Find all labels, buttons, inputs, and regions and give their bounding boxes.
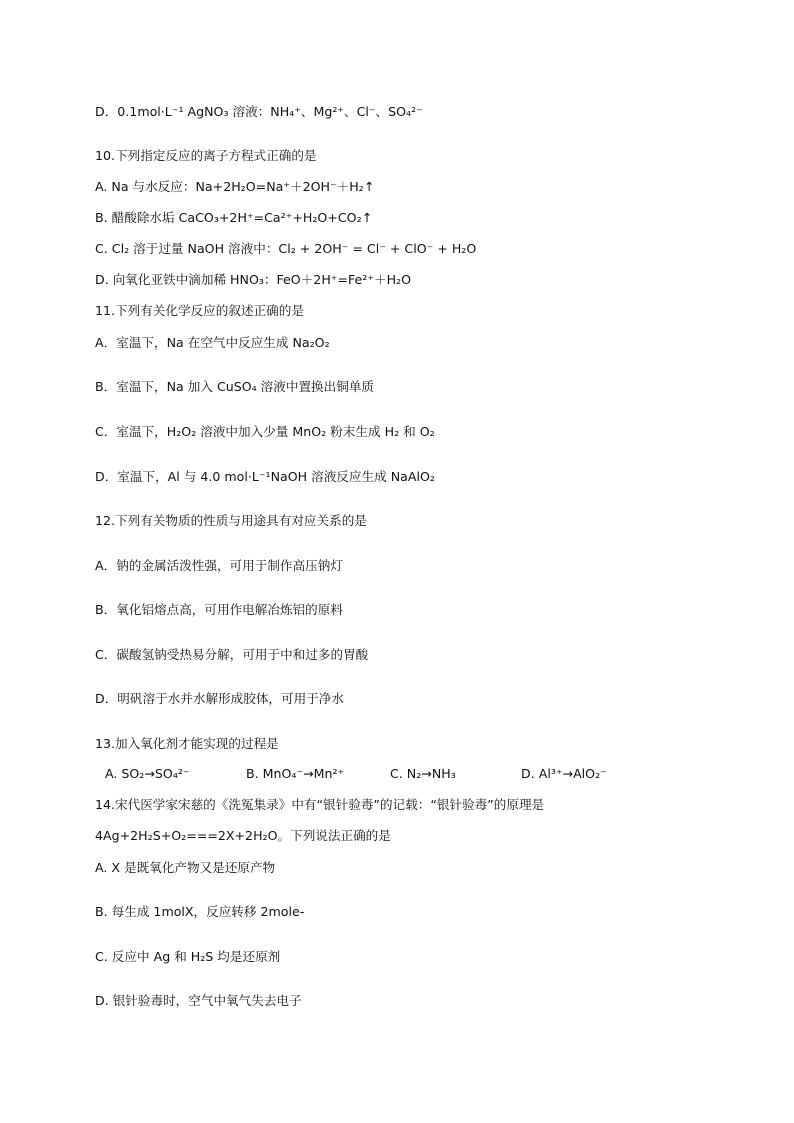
question-12-option-b: B．氧化铝熔点高，可用作电解冶炼铝的原料 [95,602,343,617]
question-14-option-b: B. 每生成 1molX，反应转移 2mole- [95,904,305,919]
question-12-stem: 12.下列有关物质的性质与用途具有对应关系的是 [95,513,367,528]
question-10-stem: 10.下列指定反应的离子方程式正确的是 [95,148,317,163]
question-11-option-d: D．室温下，Al 与 4.0 mol·L⁻¹NaOH 溶液反应生成 NaAlO₂ [95,469,435,484]
question-10-option-a: A. Na 与水反应：Na+2H₂O=Na⁺＋2OH⁻＋H₂↑ [95,179,375,194]
question-13-option-a: A. SO₂→SO₄²⁻ [105,766,190,781]
question-14-option-a: A. X 是既氧化产物又是还原产物 [95,860,276,875]
question-14-stem-line-2: 4Ag+2H₂S+O₂===2X+2H₂O。下列说法正确的是 [95,828,391,843]
question-10-option-d: D. 向氧化亚铁中滴加稀 HNO₃：FeO＋2H⁺=Fe²⁺＋H₂O [95,272,412,287]
question-11-stem: 11.下列有关化学反应的叙述正确的是 [95,303,304,318]
prev-question-option-d: D．0.1mol·L⁻¹ AgNO₃ 溶液：NH₄⁺、Mg²⁺、Cl⁻、SO₄²⁻ [95,104,423,119]
question-11-option-a: A．室温下，Na 在空气中反应生成 Na₂O₂ [95,335,330,350]
question-11-option-c: C．室温下，H₂O₂ 溶液中加入少量 MnO₂ 粉末生成 H₂ 和 O₂ [95,424,435,439]
question-12-option-c: C．碳酸氢钠受热易分解，可用于中和过多的胃酸 [95,647,369,662]
question-14-option-d: D. 银针验毒时，空气中氧气失去电子 [95,993,302,1008]
question-13-option-d: D. Al³⁺→AlO₂⁻ [521,766,607,781]
question-13-stem: 13.加入氧化剂才能实现的过程是 [95,736,279,751]
question-14-stem-line-1: 14.宋代医学家宋慈的《洗冤集录》中有“银针验毒”的记载：“银针验毒”的原理是 [95,797,545,812]
question-14-option-c: C. 反应中 Ag 和 H₂S 均是还原剂 [95,949,281,964]
question-12-option-d: D．明矾溶于水并水解形成胶体，可用于净水 [95,691,344,706]
question-13-option-b: B. MnO₄⁻→Mn²⁺ [246,766,345,781]
question-10-option-c: C. Cl₂ 溶于过量 NaOH 溶液中：Cl₂ + 2OH⁻ = Cl⁻ + ClO⁻ + H₂O [95,241,477,256]
question-13-option-c: C. N₂→NH₃ [390,766,456,781]
question-10-option-b: B. 醋酸除水垢 CaCO₃+2H⁺=Ca²⁺+H₂O+CO₂↑ [95,210,373,225]
question-12-option-a: A．钠的金属活泼性强，可用于制作高压钠灯 [95,558,343,573]
question-11-option-b: B．室温下，Na 加入 CuSO₄ 溶液中置换出铜单质 [95,379,375,394]
